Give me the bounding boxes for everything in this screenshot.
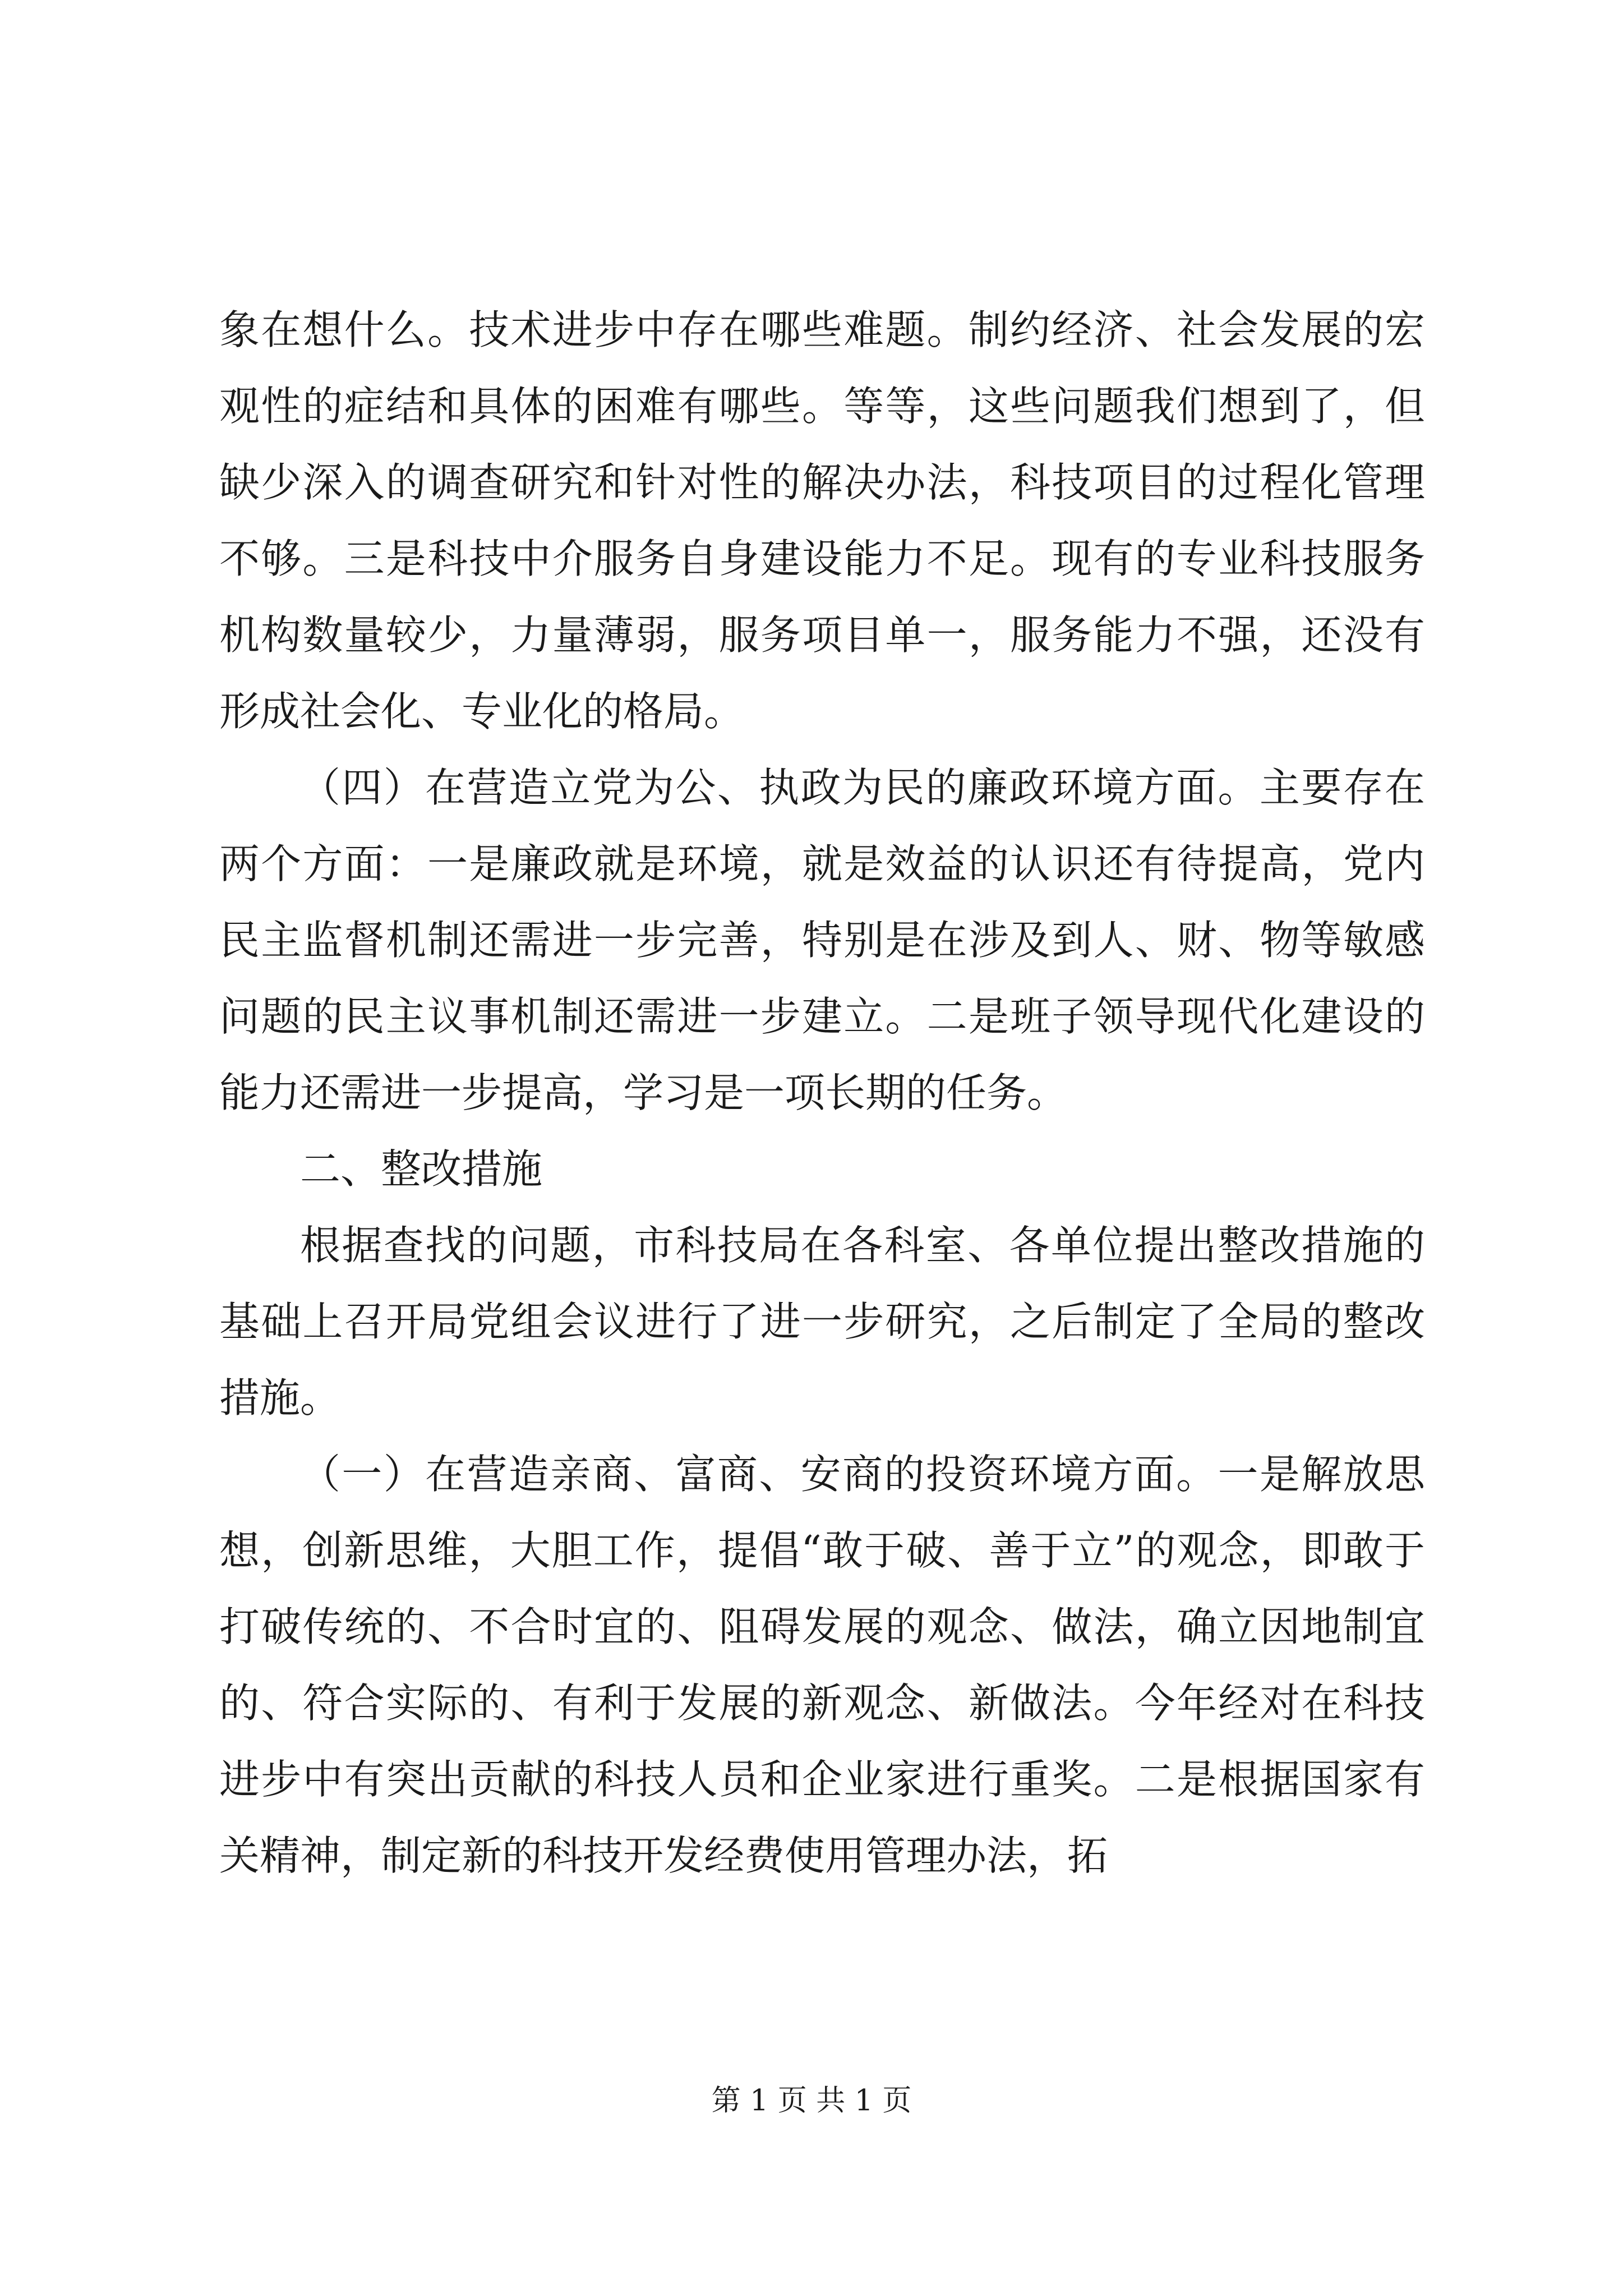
paragraph-1: 象在想什么。技术进步中存在哪些难题。制约经济、社会发展的宏观性的症结和具体的困难有哪些。等等，这些问题我们想到了，但缺少深入的调查研究和针对性的解决办法，科技项目的过程化管理不够。三是科技中介服务自身建设能力不足。现有的专业科技服务机构数量较少，力量薄弱，服务项目单一，服务能力不强，还没有形成社会化、专业化的格局。 (219, 306, 1425, 735)
paragraph-2: （四）在营造立党为公、执政为民的廉政环境方面。主要存在两个方面：一是廉政就是环境，就是效益的认识还有待提高，党内民主监督机制还需进一步完善，特别是在涉及到人、财、物等敏感问题的民主议事机制还需进一步建立。二是班子领导现代化建设的能力还需进一步提高，学习是一项长期的任务。 (219, 764, 1425, 1116)
paragraph-3: 根据查找的问题，市科技局在各科室、各单位提出整改措施的基础上召开局党组会议进行了进一步研究，之后制定了全局的整改措施。 (219, 1222, 1425, 1421)
document-body (219, 292, 1425, 1894)
page-number-footer: 第 1 页 共 1 页 (711, 2084, 912, 2118)
paragraph-4: （一）在营造亲商、富商、安商的投资环境方面。一是解放思想，创新思维，大胆工作，提倡“敢于破、善于立”的观念，即敢于打破传统的、不合时宜的、阻碍发展的观念、做法，确立因地制宜的、符合实际的、有利于发展的新观念、新做法。今年经对在科技进步中有突出贡献的科技人员和企业家进行重奖。二是根据国家有关精神，制定新的科技开发经费使用管理办法，拓 (219, 1451, 1425, 1879)
section-heading: 二、整改措施 (300, 1145, 543, 1193)
